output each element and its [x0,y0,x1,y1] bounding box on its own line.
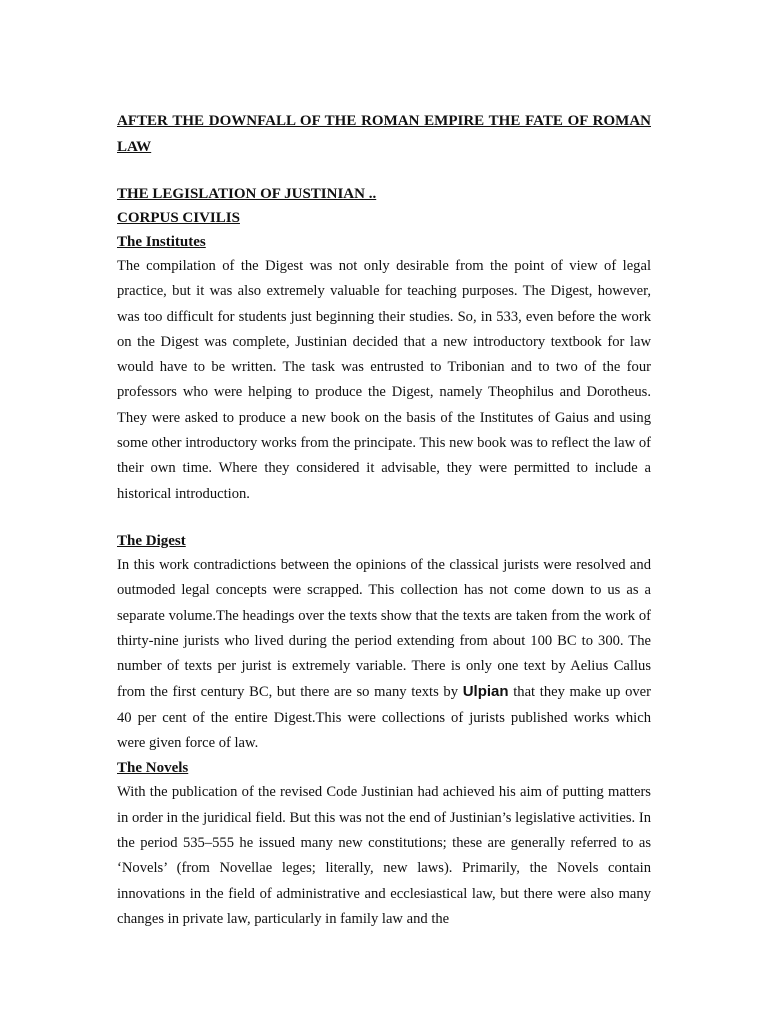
digest-text-after: that they make up over 40 per cent of the entire Digest.This were collections of jurists published works which were given force of law. [117,684,651,752]
digest-text-before: In this work contradictions between the opinions of the classical jurists were resolved and outmoded legal concepts were scrapped. This collection has not come down to us as a separate volume.The headings over the texts show that the texts are taken from the work of thirty-nine jurists who lived during the period extending from about 100 BC to 300. The number of texts per jurist is extremely variable. There is only one text by Aelius Callus from the first century BC, but there are so many texts by [117,556,651,701]
spacer [117,507,651,529]
institutes-paragraph: The compilation of the Digest was not only desirable from the point of view of legal practice, but it was also extremely valuable for teaching purposes. The Digest, however, was too difficult for students just beginning their studies. So, in 533, even before the work on the Digest was complete, Justinian decided that a new introductory textbook for law would have to be written. The task was entrusted to Tribonian and to two of the four professors who were helping to produce the Digest, namely Theophilus and Dorotheus. They were asked to produce a new book on the basis of the Institutes of Gaius and using some other introductory works from the principate. This new book was to reflect the law of their own time. Where they considered it advisable, they were permitted to include a historical introduction. [117,258,651,502]
institutes-heading: The Institutes [117,234,206,250]
digest-heading: The Digest [117,532,186,549]
novels-paragraph: With the publication of the revised Code Justinian had achieved his aim of putting matters in order in the juridical field. But this was not the end of Justinian’s legislative activities. In the period 535–555 he issued many new constitutions; these are generally referred to as ‘Novels’ (from Novellae leges; literally, new laws). Primarily, the Novels contain innovations in the field of administrative and ecclesiastical law, but there were also many changes in private law, particularly in family law and the [117,784,651,927]
document-title: AFTER THE DOWNFALL OF THE ROMAN EMPIRE THE FATE OF ROMAN LAW [117,113,651,155]
spacer [117,160,651,182]
digest-paragraph [117,553,651,756]
corpus-heading: CORPUS CIVILIS [117,210,240,226]
ulpian-emphasis: Ulpian [462,683,509,701]
novels-heading: The Novels [117,760,189,777]
legislation-heading: THE LEGISLATION OF JUSTINIAN .. [117,186,377,202]
